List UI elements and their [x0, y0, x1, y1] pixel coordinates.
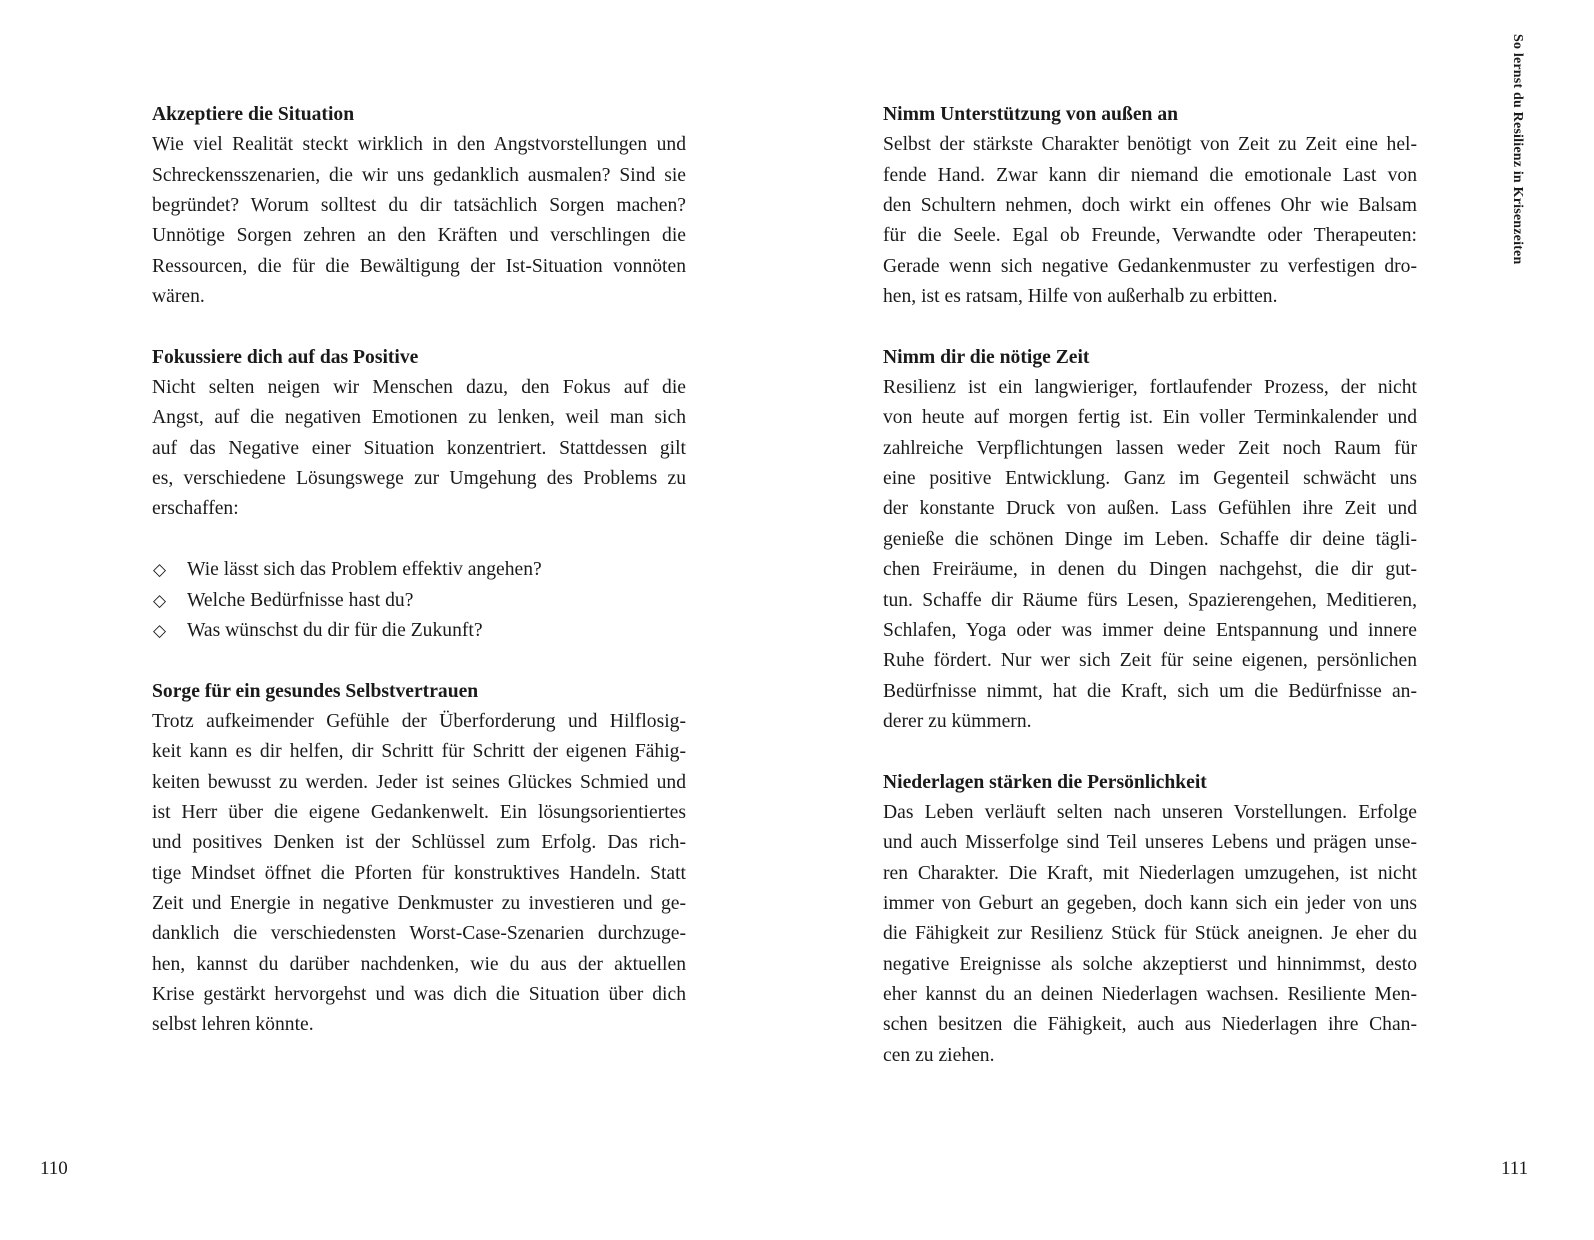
section [152, 100, 686, 312]
text-line: selbst lehren könnte. [152, 1014, 314, 1036]
list-item [152, 586, 686, 616]
paragraph [883, 130, 1417, 312]
list-item-text: Was wünschst du dir für die Zukunft? [187, 619, 483, 641]
text-line: cen zu ziehen. [883, 1044, 995, 1066]
right-page-body [883, 100, 1417, 1071]
text-line: eher kannst du an deinen Niederlagen wachsen. Resiliente Men- [883, 983, 1417, 1005]
text-line: fende Hand. Zwar kann dir niemand die emotionale Last von [883, 164, 1417, 186]
bullet-list [152, 555, 686, 646]
section-heading: Niederlagen stärken die Persönlichkeit [883, 771, 1207, 793]
text-line: den Schultern nehmen, doch wirkt ein offenes Ohr wie Balsam [883, 195, 1417, 217]
text-line: genieße die schönen Dinge im Leben. Schaffe dir deine tägli- [883, 528, 1417, 550]
text-line: Angst, auf die negativen Emotionen zu lenken, weil man sich [152, 407, 686, 429]
list-item [152, 616, 686, 646]
section-heading: Nimm dir die nötige Zeit [883, 346, 1090, 368]
text-line: Zeit und Energie in negative Denkmuster zu investieren und ge- [152, 892, 686, 914]
text-line: für die Seele. Egal ob Freunde, Verwandte oder Therapeuten: [883, 225, 1417, 247]
list-item-text: Welche Bedürfnisse hast du? [187, 589, 414, 611]
text-line: ren Charakter. Die Kraft, mit Niederlagen umzugehen, ist nicht [883, 862, 1417, 884]
text-line: schen besitzen die Fähigkeit, auch aus Niederlagen ihre Chan- [883, 1014, 1417, 1036]
section-heading: Fokussiere dich auf das Positive [152, 346, 419, 368]
paragraph [883, 373, 1417, 737]
text-line: wären. [152, 286, 205, 308]
text-line: erschaffen: [152, 498, 239, 520]
paragraph [152, 373, 686, 525]
section [883, 100, 1417, 312]
text-line: Unnötige Sorgen zehren an den Kräften und verschlingen die [152, 225, 686, 247]
diamond-bullet-icon: ◇ [153, 590, 167, 610]
section [152, 343, 686, 525]
text-line: der konstante Druck von außen. Lass Gefühlen ihre Zeit und [883, 498, 1417, 520]
list-item [152, 555, 686, 585]
paragraph [152, 707, 686, 1041]
page-number-right: 111 [1501, 1158, 1529, 1179]
section-heading: Sorge für ein gesundes Selbstvertrauen [152, 680, 479, 702]
text-line: Krise gestärkt hervorgehst und was dich die Situation über dich [152, 983, 686, 1005]
left-page-body [152, 100, 686, 1041]
text-line: und positives Denken ist der Schlüssel zum Erfolg. Das rich- [152, 832, 686, 854]
text-line: Schreckensszenarien, die wir uns gedanklich ausmalen? Sind sie [152, 164, 686, 186]
text-line: eine positive Entwicklung. Ganz im Gegenteil schwächt uns [883, 468, 1417, 490]
text-line: auf das Negative einer Situation konzentriert. Stattdessen gilt [152, 437, 686, 459]
section [152, 677, 686, 1041]
paragraph [152, 130, 686, 312]
text-line: hen, kannst du darüber nachdenken, wie du aus der aktuellen [152, 953, 686, 975]
paragraph [883, 798, 1417, 1071]
text-line: die Fähigkeit zur Resilienz Stück für Stück aneignen. Je eher du [883, 923, 1417, 945]
text-line: keit kann es dir helfen, dir Schritt für Schritt der eigenen Fähig- [152, 741, 686, 763]
text-line: begründet? Worum solltest du dir tatsächlich Sorgen machen? [152, 195, 686, 217]
text-line: Resilienz ist ein langwieriger, fortlaufender Prozess, der nicht [883, 377, 1417, 399]
text-line: Bedürfnisse nimmt, hat die Kraft, sich um die Bedürfnisse an- [883, 680, 1417, 702]
running-header: So lernst du Resilienz in Krisenzeiten [1510, 34, 1525, 265]
text-line: ist Herr über die eigene Gedankenwelt. Ein lösungsorientiertes [152, 801, 686, 823]
text-line: danklich die verschiedensten Worst-Case-Szenarien durchzuge- [152, 923, 686, 945]
section [883, 768, 1417, 1071]
text-line: hen, ist es ratsam, Hilfe von außerhalb zu erbitten. [883, 286, 1278, 308]
text-line: es, verschiedene Lösungswege zur Umgehung des Problems zu [152, 468, 686, 490]
text-line: Das Leben verläuft selten nach unseren Vorstellungen. Erfolge [883, 801, 1417, 823]
text-line: Gerade wenn sich negative Gedankenmuster zu verfestigen dro- [883, 255, 1417, 277]
section-heading: Akzeptiere die Situation [152, 104, 355, 125]
text-line: von heute auf morgen fertig ist. Ein voller Terminkalender und [883, 407, 1417, 429]
list-item-text: Wie lässt sich das Problem effektiv angehen? [187, 559, 542, 581]
text-line: zahlreiche Verpflichtungen lassen weder Zeit noch Raum für [883, 437, 1417, 459]
text-line: Nicht selten neigen wir Menschen dazu, den Fokus auf die [152, 377, 686, 399]
text-line: tun. Schaffe dir Räume fürs Lesen, Spazierengehen, Meditieren, [883, 589, 1417, 611]
text-line: chen Freiräume, in denen du Dingen nachgehst, die dir gut- [883, 559, 1417, 581]
text-line: negative Ereignisse als solche akzeptierst und hinnimmst, desto [883, 953, 1417, 975]
diamond-bullet-icon: ◇ [153, 560, 167, 580]
section [883, 343, 1417, 737]
section-heading: Nimm Unterstützung von außen an [883, 104, 1179, 125]
page-number-left: 110 [40, 1158, 68, 1179]
diamond-bullet-icon: ◇ [153, 620, 167, 640]
text-line: und auch Misserfolge sind Teil unseres Lebens und prägen unse- [883, 832, 1417, 854]
text-line: Ressourcen, die für die Bewältigung der Ist-Situation vonnöten [152, 255, 686, 277]
text-line: Ruhe fördert. Nur wer sich Zeit für seine eigenen, persönlichen [883, 650, 1417, 672]
text-line: derer zu kümmern. [883, 710, 1032, 732]
text-line: Wie viel Realität steckt wirklich in den Angstvorstellungen und [152, 134, 686, 156]
text-line: keiten bewusst zu werden. Jeder ist seines Glückes Schmied und [152, 771, 686, 793]
text-line: Trotz aufkeimender Gefühle der Überforderung und Hilflosig- [152, 710, 686, 732]
text-line: tige Mindset öffnet die Pforten für konstruktives Handeln. Statt [152, 862, 686, 884]
text-line: Schlafen, Yoga oder was immer deine Entspannung und innere [883, 619, 1417, 641]
text-line: immer von Geburt an gegeben, doch kann sich ein jeder von uns [883, 892, 1417, 914]
text-line: Selbst der stärkste Charakter benötigt von Zeit zu Zeit eine hel- [883, 134, 1417, 156]
